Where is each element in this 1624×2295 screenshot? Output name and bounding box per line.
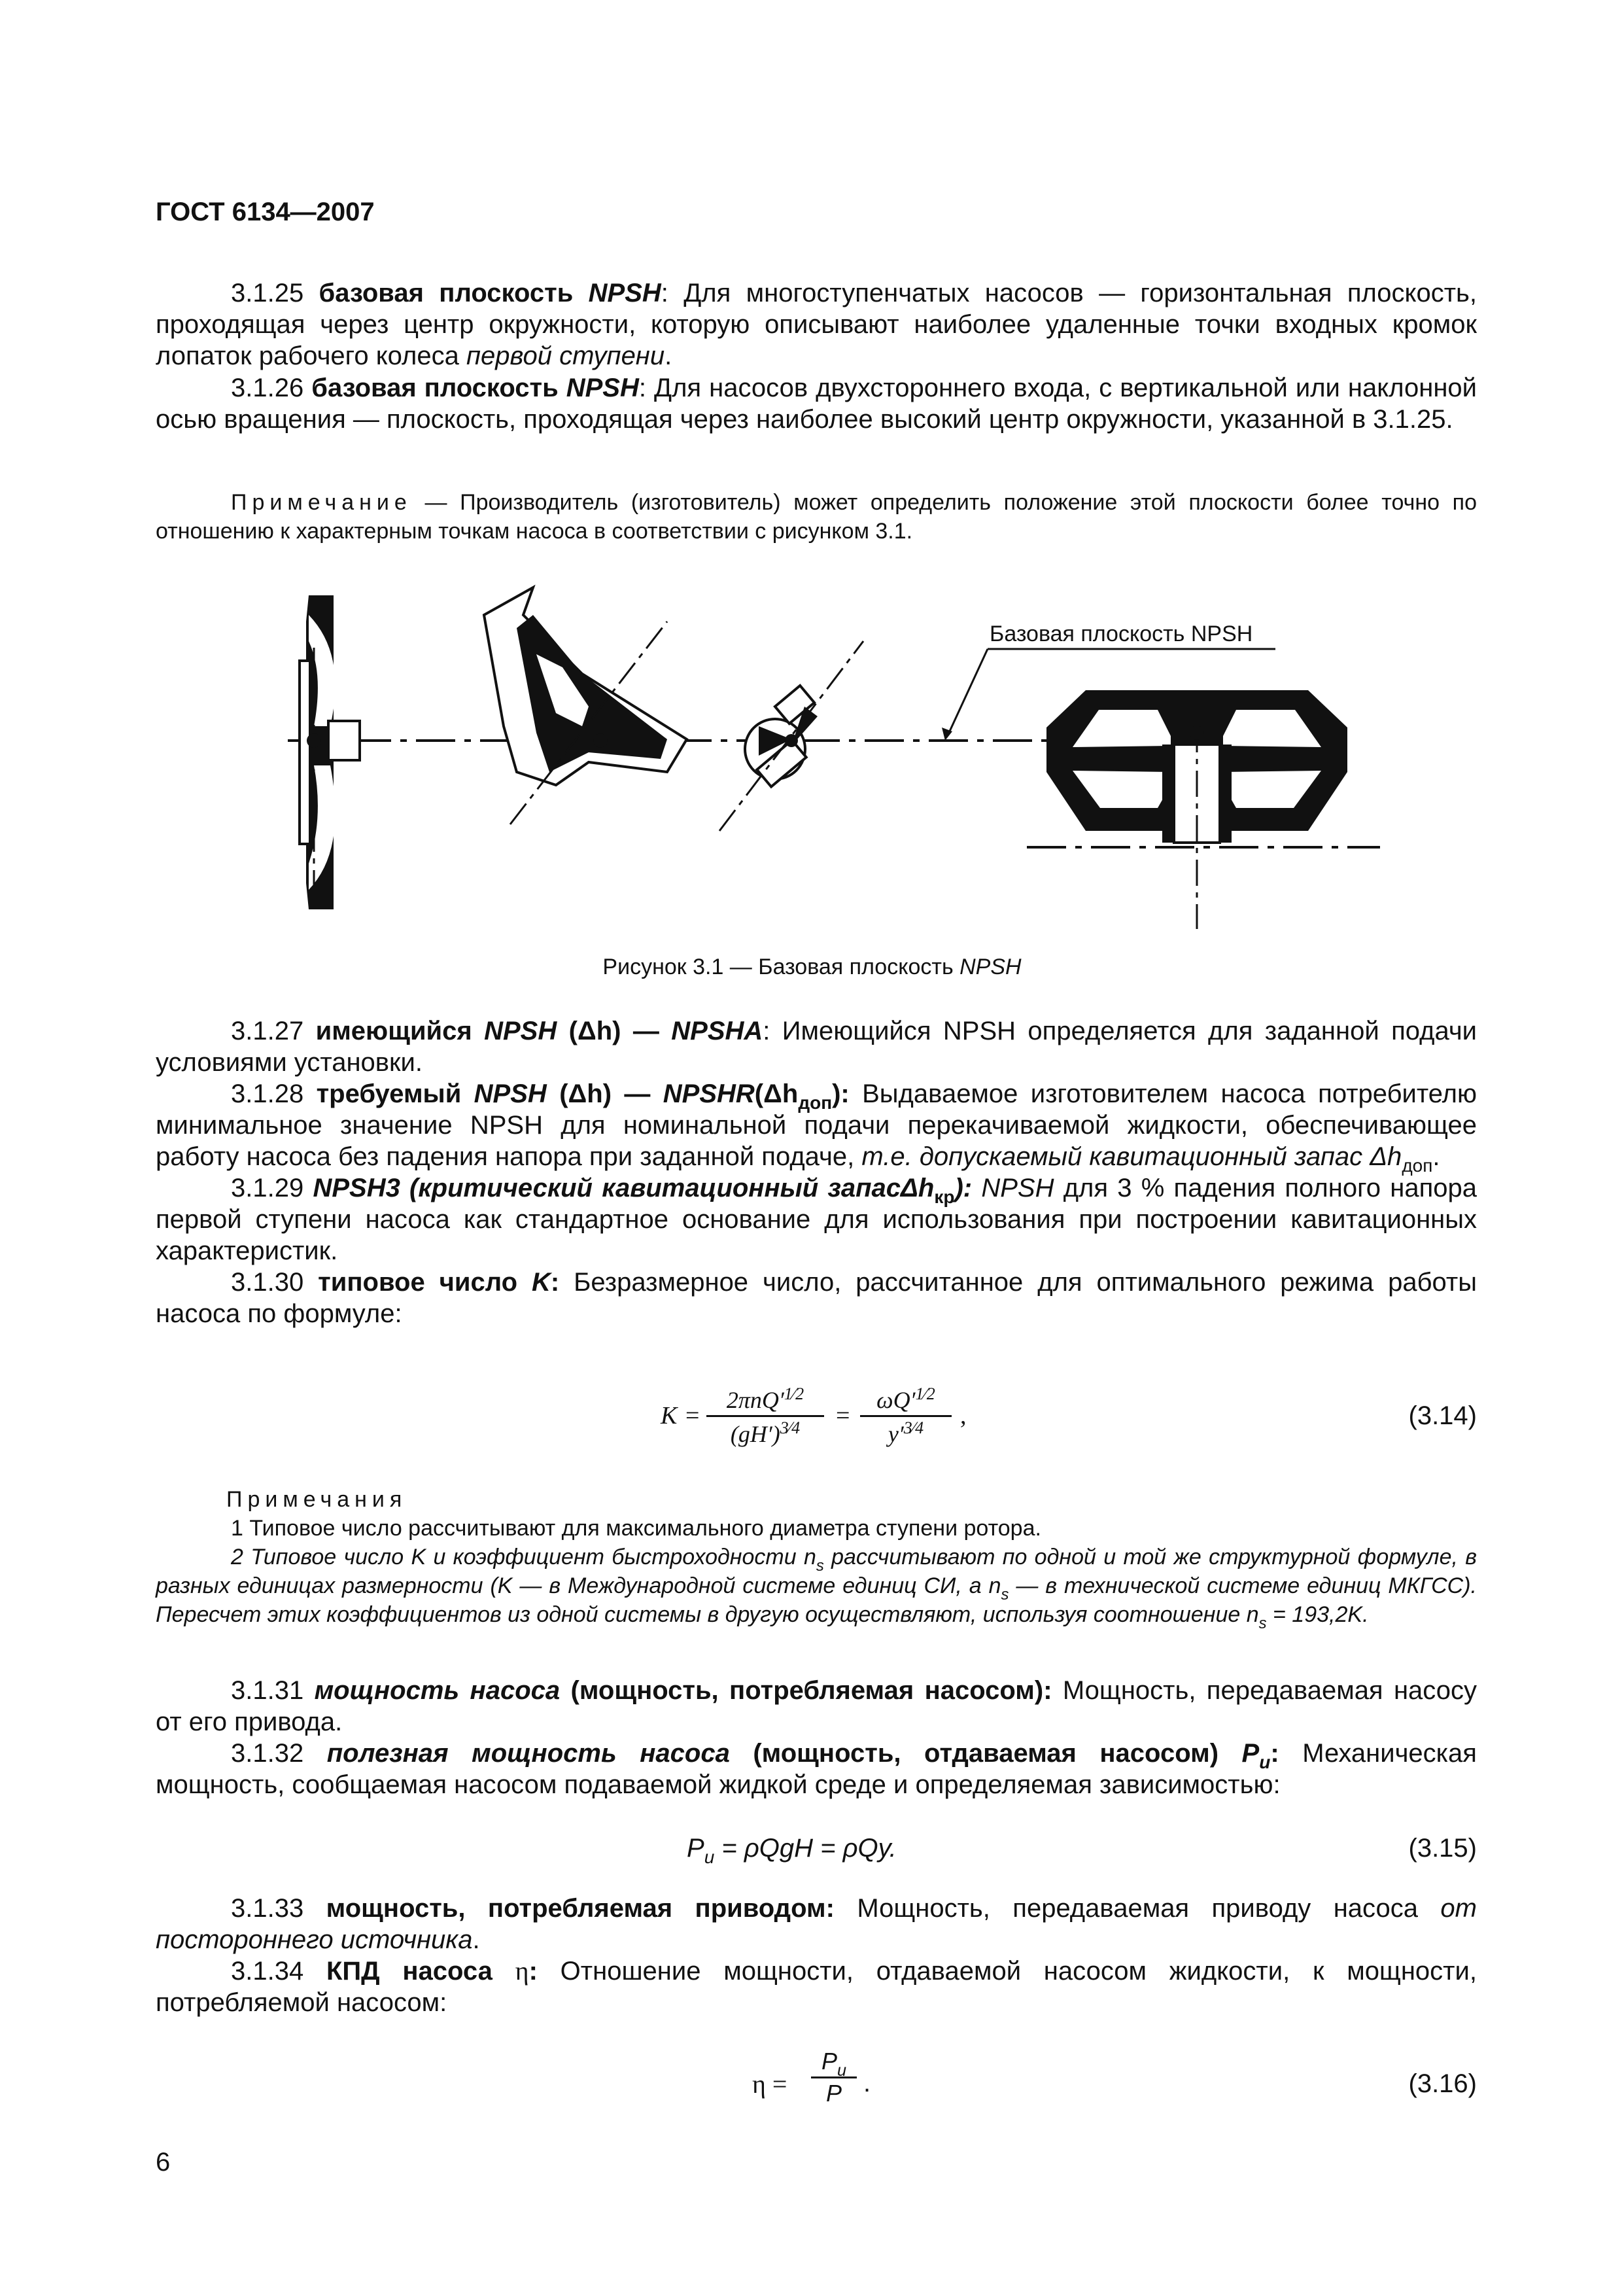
- definition: Механическая мощность, сообщаемая насосом подаваемой жидкой среде и определяемая зависимостью:: [156, 1739, 1477, 1799]
- definition: : Имеющийся NPSH определяется для заданной подачи условиями установки.: [156, 1017, 1477, 1077]
- impeller-small-view: [719, 641, 863, 831]
- term-abbr: NPSH: [484, 1017, 557, 1045]
- term-symbol: K: [531, 1268, 551, 1297]
- term: полезная мощность насоса: [326, 1739, 730, 1768]
- paragraphs-3-1-27-to-30: [156, 1015, 1477, 1329]
- eq-rhs: = ρQgH = ρQy.: [714, 1834, 897, 1863]
- eq-comma: ,: [960, 1402, 967, 1429]
- clause-number: 3.1.34: [231, 1957, 304, 1986]
- note-2-sub: s: [816, 1557, 824, 1575]
- paragraph-3-1-34: [156, 1955, 1477, 2018]
- clause-number: 3.1.29: [231, 1174, 304, 1202]
- notes-label: Примечания: [226, 1487, 407, 1512]
- eq-tail: .: [863, 2069, 871, 2097]
- definition: : Для многоступенчатых насосов — горизонтальная плоскость, проходящая через центр окружности, которую описывают наиболее удаленные точки входных кромок лопаток рабочего колеса: [156, 279, 1477, 370]
- eq-lhs: η =: [752, 2069, 787, 2099]
- eq-fraction-2: $\omega Q'^{1⁄2}$ $y'^{3⁄4}$: [860, 1384, 952, 1448]
- paragraph-3-1-30: [156, 1267, 1477, 1329]
- eq-lhs: K: [661, 1402, 678, 1429]
- clause-number: 3.1.26: [231, 374, 304, 402]
- term: базовая плоскость: [319, 279, 574, 307]
- eq-num-2: ωQ: [876, 1387, 910, 1413]
- page-number: 6: [156, 2148, 171, 2177]
- term-symbol: (Δh) —: [568, 1017, 659, 1045]
- note-1: 1 Типовое число рассчитывают для максимального диаметра ступени ротора.: [231, 1516, 1041, 1541]
- term-close: ):: [832, 1079, 850, 1108]
- equation-3-15: [687, 1834, 897, 1867]
- eq-exp-1: 1⁄2: [784, 1384, 804, 1403]
- caption-text: Рисунок 3.1 — Базовая плоскость: [602, 955, 954, 979]
- note-label: Примечание: [231, 490, 412, 515]
- term: типовое число: [318, 1268, 518, 1297]
- eq-den-2: y: [888, 1421, 899, 1447]
- note-2-sub-3: s: [1258, 1615, 1267, 1632]
- definition: Отношение мощности, отдаваемой насосом жидкости, к мощности, потребляемой насосом:: [156, 1957, 1477, 2017]
- symbol: Δh: [1370, 1142, 1402, 1171]
- term: требуемый: [316, 1079, 462, 1108]
- term-subscript: доп: [798, 1093, 833, 1113]
- note-text: — Производитель (изготовитель) может определить положение этой плоскости более точно по отношению к характерным точкам насоса в соответствии с рисунком 3.1.: [156, 490, 1477, 544]
- note-2-sub-2: s: [1001, 1586, 1009, 1603]
- definition-italic: т.е. допускаемый кавитационный запас: [861, 1142, 1363, 1171]
- eq-exp-4: 3⁄4: [903, 1418, 924, 1437]
- definition-italic: первой ступени: [466, 342, 665, 370]
- equation-number-3-15: (3.15): [1408, 1834, 1477, 1863]
- paragraph-3-1-32: [156, 1738, 1477, 1800]
- term-symbol: η: [515, 1956, 529, 1986]
- equation-number-3-14: (3.14): [1408, 1401, 1477, 1430]
- term-subscript: кр: [934, 1187, 955, 1207]
- caption-italic: NPSH: [959, 955, 1022, 979]
- clause-number: 3.1.27: [231, 1017, 304, 1045]
- equation-3-14: [661, 1361, 1001, 1479]
- period: .: [1432, 1142, 1440, 1171]
- symbol-subscript: доп: [1402, 1155, 1433, 1176]
- equation-number-3-16: (3.16): [1408, 2069, 1477, 2098]
- paragraph-3-1-29: [156, 1172, 1477, 1267]
- definition: Мощность, передаваемая приводу насоса: [857, 1894, 1418, 1923]
- term-synonym: (мощность, потребляемая насосом):: [570, 1676, 1052, 1705]
- term-abbr: NPSH: [474, 1079, 547, 1108]
- paragraph-3-1-31: [156, 1675, 1477, 1738]
- definition: Выдаваемое изготовителем насоса потребителю минимальное значение NPSH для номинальной подачи перекачиваемой жидкости, обеспечивающее работу насоса без падения напора при заданной подаче,: [156, 1079, 1477, 1171]
- definition-italic: от постороннего источника: [156, 1894, 1477, 1954]
- definition-italic: NPSH: [981, 1174, 1054, 1202]
- eq-num: P: [821, 2048, 837, 2075]
- term-close: :: [1270, 1739, 1279, 1768]
- term-symbol: P: [1241, 1739, 1260, 1768]
- term-abbr: NPSH: [588, 279, 661, 307]
- term-symbol: (Δh) —: [559, 1079, 651, 1108]
- term-close: :: [550, 1268, 560, 1297]
- eq-exp-2: 3⁄4: [780, 1418, 801, 1437]
- figure-3-1: [275, 576, 1387, 942]
- note-figure-ref: [156, 488, 1477, 546]
- eq-num-1: 2πnQ: [726, 1387, 779, 1413]
- document-header: ГОСТ 6134—2007: [156, 198, 375, 226]
- notes-block: [156, 1485, 1477, 1632]
- paragraph-3-1-25: [156, 277, 1477, 372]
- note-2: [156, 1543, 1477, 1632]
- term: базовая плоскость: [311, 374, 559, 402]
- callout-label: Базовая плоскость NPSH: [990, 622, 1253, 646]
- term: мощность, потребляемая приводом:: [326, 1894, 835, 1923]
- eq-fraction-1: $2\pi nQ'^{1⁄2}$ $(gH')^{3⁄4}$: [706, 1384, 824, 1448]
- clause-number: 3.1.33: [231, 1894, 304, 1923]
- eq-exp-3: 1⁄2: [915, 1384, 935, 1403]
- term-abbr-2: NPSHR: [663, 1079, 755, 1108]
- term-abbr: NPSH: [566, 374, 639, 402]
- eq-equals: =: [685, 1402, 700, 1429]
- note-2-part-b: рассчитывают по одной и той же структурной формуле, в разных единицах размерности (K — в Международной системе единиц СИ, а n: [156, 1545, 1477, 1598]
- definition: Безразмерное число, рассчитанное для оптимального режима работы насоса по формуле:: [156, 1268, 1477, 1328]
- impeller-side-view: [300, 595, 360, 909]
- term-close: :: [528, 1957, 538, 1986]
- eq-fraction: [811, 2048, 857, 2107]
- term: имеющийся: [315, 1017, 472, 1045]
- definition: Мощность, передаваемая насосу от его привода.: [156, 1676, 1477, 1736]
- impeller-double-suction: [1027, 690, 1380, 929]
- clause-number: 3.1.25: [231, 279, 304, 307]
- eq-equals-2: =: [836, 1402, 850, 1429]
- term: NPSH3 (критический кавитационный запас: [313, 1174, 901, 1202]
- clause-number: 3.1.31: [231, 1676, 304, 1705]
- term: мощность насоса: [314, 1676, 561, 1705]
- paragraph-3-1-28: [156, 1078, 1477, 1176]
- definition: : Для насосов двухстороннего входа, с вертикальной или наклонной осью вращения — плоскость, проходящая через наиболее высокий центр окружности, указанной в 3.1.25.: [156, 374, 1477, 434]
- paragraphs-3-1-31-32: [156, 1675, 1477, 1800]
- period: .: [665, 342, 672, 370]
- eq-den-1: (gH′): [730, 1421, 780, 1447]
- paragraph-3-1-33: [156, 1893, 1477, 1955]
- eq-den: P: [825, 2080, 842, 2107]
- period: .: [472, 1925, 480, 1954]
- figure-caption: [0, 955, 1624, 980]
- paragraph-3-1-27: [156, 1015, 1477, 1078]
- note-2-part-a: 2 Типовое число K и коэффициент быстроходности n: [231, 1545, 816, 1569]
- term: КПД насоса: [326, 1957, 492, 1986]
- note-2-part-c: — в технической системе единиц МКГСС). Пересчет этих коэффициентов из одной системы в другую осуществляют, используя соотношение n: [156, 1573, 1477, 1627]
- term-symbol-2: (Δh: [754, 1079, 799, 1108]
- equation-3-16: [752, 2048, 896, 2120]
- clause-number: 3.1.30: [231, 1268, 304, 1297]
- eq-num-sub: u: [837, 2061, 847, 2080]
- paragraphs-3-1-33-34: [156, 1893, 1477, 2018]
- term-abbr-2: NPSHA: [671, 1017, 763, 1045]
- definition: для 3 % падения полного напора первой ступени насоса как стандартное основание для использования при построении кавитационных характеристик.: [156, 1174, 1477, 1265]
- eq-sub: u: [704, 1847, 715, 1867]
- clause-number: 3.1.32: [231, 1739, 304, 1768]
- term-subscript: u: [1259, 1752, 1271, 1772]
- clause-number: 3.1.28: [231, 1079, 304, 1108]
- eq-p: P: [687, 1834, 704, 1863]
- impeller-inclined-view: [484, 587, 687, 824]
- term-close: ):: [954, 1174, 973, 1202]
- note-2-part-d: = 193,2K.: [1266, 1602, 1369, 1627]
- term-symbol: Δh: [901, 1174, 935, 1202]
- term-synonym: (мощность, отдаваемая насосом): [753, 1739, 1219, 1768]
- paragraph-3-1-26: [156, 372, 1477, 435]
